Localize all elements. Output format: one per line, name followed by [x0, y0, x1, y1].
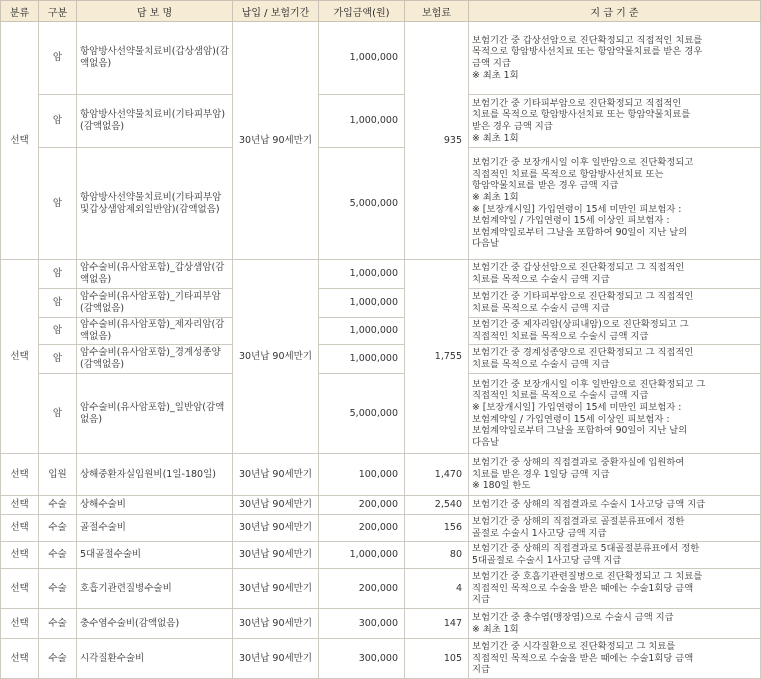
- coverage-name-cell: 상해수술비: [77, 496, 233, 515]
- premium-cell: 147: [405, 609, 469, 639]
- period-cell: 30년납 90세만기: [233, 515, 319, 542]
- period-cell: 30년납 90세만기: [233, 454, 319, 496]
- coverage-name-cell: 충수염수술비(감액없음): [77, 609, 233, 639]
- coverage-name-cell: 시각질환수술비: [77, 639, 233, 679]
- criteria-cell: 보험기간 중 기타피부암으로 진단확정되고 직접적인 치료를 목적으로 항암방사선치료 또는 항암약물치료를 받은 경우 금액 지급 ※ 최초 1회: [469, 95, 761, 148]
- criteria-cell: 보험기간 중 보장개시일 이후 일반암으로 진단확정되고 직접적인 치료를 목적으로 항암방사선치료 또는 항암약물치료를 받은 경우 금액 지급 ※ 최초 1회 ※ [보장개시일] 가입연령이 15세 미만인 피보험자 : 보험계약일 / 가입연령이 15세 이상인 피보험자 : 보험계약일로부터 그날을 포함하여 90일이 지난 날의 다음날: [469, 148, 761, 260]
- criteria-cell: 보험기간 중 상해의 직접결과로 수술시 1사고당 금액 지급: [469, 496, 761, 515]
- premium-cell: 80: [405, 542, 469, 569]
- amount-cell: 200,000: [319, 496, 405, 515]
- table-row: [1, 95, 761, 148]
- type-cell: 암: [39, 148, 77, 260]
- table-row: [1, 289, 761, 318]
- type-cell: 수술: [39, 639, 77, 679]
- premium-cell: 4: [405, 569, 469, 609]
- premium-cell: 935: [405, 22, 469, 260]
- type-cell: 암: [39, 95, 77, 148]
- header-row: [1, 1, 761, 22]
- criteria-cell: 보험기간 중 갑상선암으로 진단확정되고 직접적인 치료를 목적으로 항암방사선치료 또는 항암약물치료를 받은 경우 금액 지급 ※ 최초 1회: [469, 22, 761, 95]
- table-row: [1, 22, 761, 95]
- table-row: [1, 454, 761, 496]
- amount-cell: 5,000,000: [319, 148, 405, 260]
- table-row: [1, 639, 761, 679]
- category-cell: 선택: [1, 542, 39, 569]
- coverage-name-cell: 항암방사선약물치료비(갑상샘암)(감액없음): [77, 22, 233, 95]
- criteria-cell: 보험기간 중 시각질환으로 진단확정되고 그 치료를 직접적인 목적으로 수술을 받은 때에는 수술1회당 금액 지급: [469, 639, 761, 679]
- coverage-name-cell: 암수술비(유사암포함)_기타피부암(감액없음): [77, 289, 233, 318]
- criteria-cell: 보험기간 중 충수염(맹장염)으로 수술시 금액 지급 ※ 최초 1회: [469, 609, 761, 639]
- type-cell: 수술: [39, 496, 77, 515]
- amount-cell: 300,000: [319, 639, 405, 679]
- amount-cell: 200,000: [319, 569, 405, 609]
- amount-cell: 1,000,000: [319, 95, 405, 148]
- coverage-name-cell: 암수술비(유사암포함)_경계성종양(감액없음): [77, 345, 233, 374]
- period-cell: 30년납 90세만기: [233, 569, 319, 609]
- amount-cell: 1,000,000: [319, 260, 405, 289]
- type-cell: 입원: [39, 454, 77, 496]
- period-cell: 30년납 90세만기: [233, 639, 319, 679]
- table-row: [1, 345, 761, 374]
- criteria-cell: 보험기간 중 경계성종양으로 진단확정되고 그 직접적인 치료를 목적으로 수술시 금액 지급: [469, 345, 761, 374]
- category-cell: 선택: [1, 260, 39, 454]
- amount-cell: 1,000,000: [319, 345, 405, 374]
- coverage-name-cell: 항암방사선약물치료비(기타피부암및갑상샘암제외일반암)(감액없음): [77, 148, 233, 260]
- amount-cell: 1,000,000: [319, 22, 405, 95]
- criteria-cell: 보험기간 중 상해의 직접결과로 골절분류표에서 정한 골절로 수술시 1사고당 금액 지급: [469, 515, 761, 542]
- period-cell: 30년납 90세만기: [233, 542, 319, 569]
- premium-cell: 156: [405, 515, 469, 542]
- header-criteria: 지 급 기 준: [469, 1, 761, 22]
- type-cell: 암: [39, 260, 77, 289]
- table-row: [1, 318, 761, 345]
- category-cell: 선택: [1, 496, 39, 515]
- table-row: [1, 569, 761, 609]
- type-cell: 암: [39, 318, 77, 345]
- criteria-cell: 보험기간 중 제자리암(상피내암)으로 진단확정되고 그 직접적인 치료를 목적으로 수술시 금액 지급: [469, 318, 761, 345]
- coverage-name-cell: 상해중환자실입원비(1일-180일): [77, 454, 233, 496]
- header-premium: 보험료: [405, 1, 469, 22]
- header-coverage-name: 담 보 명: [77, 1, 233, 22]
- amount-cell: 200,000: [319, 515, 405, 542]
- criteria-cell: 보험기간 중 갑상선암으로 진단확정되고 그 직접적인 치료를 목적으로 수술시 금액 지급: [469, 260, 761, 289]
- table-row: [1, 496, 761, 515]
- type-cell: 암: [39, 22, 77, 95]
- coverage-name-cell: 항암방사선약물치료비(기타피부암)(감액없음): [77, 95, 233, 148]
- header-period: 납입 / 보험기간: [233, 1, 319, 22]
- category-cell: 선택: [1, 454, 39, 496]
- coverage-name-cell: 암수술비(유사암포함)_일반암(감액없음): [77, 374, 233, 454]
- category-cell: 선택: [1, 639, 39, 679]
- period-cell: 30년납 90세만기: [233, 609, 319, 639]
- period-cell: 30년납 90세만기: [233, 496, 319, 515]
- type-cell: 암: [39, 374, 77, 454]
- criteria-cell: 보험기간 중 기타피부암으로 진단확정되고 그 직접적인 치료를 목적으로 수술시 금액 지급: [469, 289, 761, 318]
- header-amount: 가입금액(원): [319, 1, 405, 22]
- coverage-name-cell: 암수술비(유사암포함)_갑상샘암(감액없음): [77, 260, 233, 289]
- amount-cell: 1,000,000: [319, 289, 405, 318]
- category-cell: 선택: [1, 515, 39, 542]
- premium-cell: 2,540: [405, 496, 469, 515]
- table-row: [1, 374, 761, 454]
- type-cell: 수술: [39, 515, 77, 542]
- table-row: [1, 542, 761, 569]
- type-cell: 수술: [39, 609, 77, 639]
- category-cell: 선택: [1, 609, 39, 639]
- type-cell: 수술: [39, 569, 77, 609]
- period-cell: 30년납 90세만기: [233, 260, 319, 454]
- coverage-name-cell: 5대골절수술비: [77, 542, 233, 569]
- criteria-cell: 보험기간 중 상해의 직접결과로 5대골절분류표에서 정한 5대골절로 수술시 1사고당 금액 지급: [469, 542, 761, 569]
- amount-cell: 300,000: [319, 609, 405, 639]
- amount-cell: 1,000,000: [319, 318, 405, 345]
- type-cell: 암: [39, 345, 77, 374]
- header-category: 분류: [1, 1, 39, 22]
- table-row: [1, 609, 761, 639]
- period-cell: 30년납 90세만기: [233, 22, 319, 260]
- amount-cell: 5,000,000: [319, 374, 405, 454]
- amount-cell: 1,000,000: [319, 542, 405, 569]
- table-row: [1, 260, 761, 289]
- criteria-cell: 보험기간 중 상해의 직접결과로 중환자실에 입원하여 치료를 받은 경우 1일당 금액 지급 ※ 180일 한도: [469, 454, 761, 496]
- coverage-name-cell: 암수술비(유사암포함)_제자리암(감액없음): [77, 318, 233, 345]
- header-type: 구분: [39, 1, 77, 22]
- coverage-name-cell: 골절수술비: [77, 515, 233, 542]
- type-cell: 암: [39, 289, 77, 318]
- table-row: [1, 515, 761, 542]
- premium-cell: 1,470: [405, 454, 469, 496]
- premium-cell: 105: [405, 639, 469, 679]
- criteria-cell: 보험기간 중 보장개시일 이후 일반암으로 진단확정되고 그 직접적인 치료를 목적으로 수술시 금액 지급 ※ [보장개시일] 가입연령이 15세 미만인 피보험자 : 보험계약일 / 가입연령이 15세 이상인 피보험자 : 보험계약일로부터 그날을 포함하여 90일이 지난 날의 다음날: [469, 374, 761, 454]
- category-cell: 선택: [1, 569, 39, 609]
- criteria-cell: 보험기간 중 호흡기관련질병으로 진단확정되고 그 치료를 직접적인 목적으로 수술을 받은 때에는 수술1회당 금액 지급: [469, 569, 761, 609]
- premium-cell: 1,755: [405, 260, 469, 454]
- type-cell: 수술: [39, 542, 77, 569]
- coverage-name-cell: 호흡기관련질병수술비: [77, 569, 233, 609]
- table-row: [1, 148, 761, 260]
- category-cell: 선택: [1, 22, 39, 260]
- amount-cell: 100,000: [319, 454, 405, 496]
